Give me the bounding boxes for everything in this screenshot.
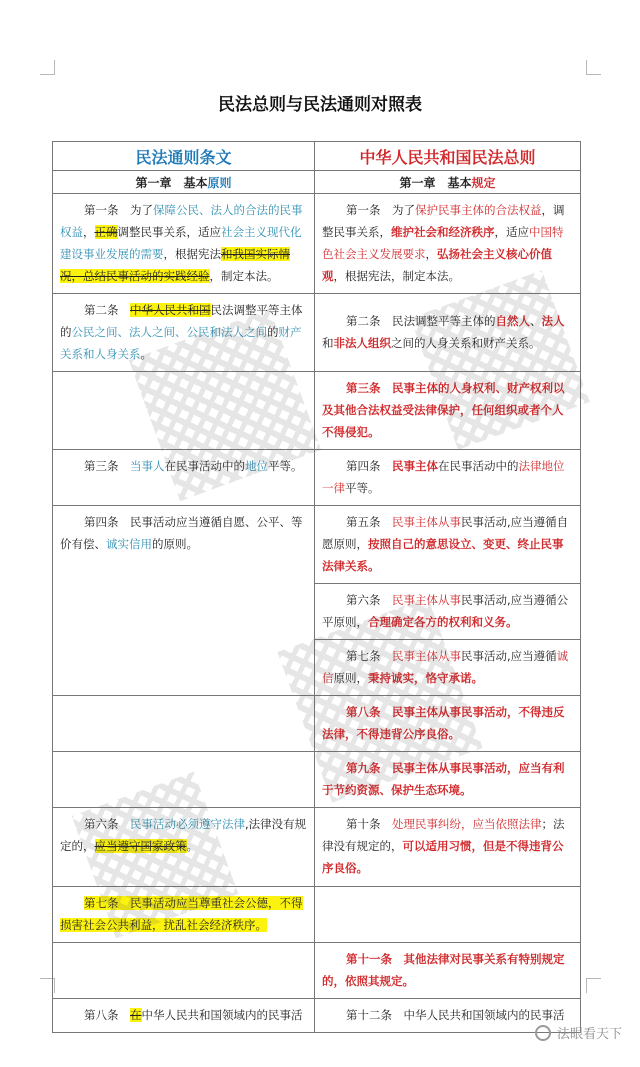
- chapter-right: 第一章 基本规定: [315, 171, 581, 194]
- wechat-logo-icon: [535, 1025, 551, 1041]
- table-cell-left: 第三条 当事人在民事活动中的地位平等。: [53, 450, 315, 506]
- table-cell-right-empty: [315, 887, 581, 943]
- table-cell-right: 第二条 民法调整平等主体的自然人、法人和非法人组织之间的人身关系和财产关系。: [315, 294, 581, 372]
- table-cell-left-empty: [53, 696, 315, 752]
- table-cell-right: 第十条 处理民事纠纷，应当依照法律；法律没有规定的，可以适用习惯，但是不得违背公序良俗。: [315, 808, 581, 887]
- page-corner-mark: [40, 60, 55, 75]
- table-cell-right: 第七条 民事主体从事民事活动,应当遵循诚信原则，秉持诚实，恪守承诺。: [315, 640, 581, 696]
- table-cell-left: 第六条 民事活动必须遵守法律,法律没有规定的，应当遵守国家政策。: [53, 808, 315, 887]
- table-cell-left: 第二条 中华人民共和国民法调整平等主体的公民之间、法人之间、公民和法人之间的财产关系和人身关系。: [53, 294, 315, 372]
- table-cell-right: 第四条 民事主体在民事活动中的法律地位一律平等。: [315, 450, 581, 506]
- page-corner-mark: [586, 978, 601, 993]
- table-cell-left: 第一条 为了保障公民、法人的合法的民事权益，正确调整民事关系，适应社会主义现代化建设事业发展的需要，根据宪法和我国实际情况，总结民事活动的实践经验，制定本法。: [53, 194, 315, 294]
- table-cell-left: 第八条 在中华人民共和国领域内的民事活: [53, 999, 315, 1033]
- table-cell-right: 第九条 民事主体从事民事活动，应当有利于节约资源、保护生态环境。: [315, 752, 581, 808]
- table-cell-right: 第五条 民事主体从事民事活动,应当遵循自愿原则，按照自己的意思设立、变更、终止民事法律关系。: [315, 506, 581, 584]
- table-cell-right: 第十一条 其他法律对民事关系有特别规定的，依照其规定。: [315, 943, 581, 999]
- brand-name: 法眼看天下: [556, 1027, 622, 1042]
- footer-brand: [535, 1023, 622, 1042]
- table-cell-right: 第三条 民事主体的人身权利、财产权利以及其他合法权益受法律保护，任何组织或者个人不得侵犯。: [315, 372, 581, 450]
- table-cell-right: 第一条 为了保护民事主体的合法权益，调整民事关系，维护社会和经济秩序，适应中国特色社会主义发展要求，弘扬社会主义核心价值观，根据宪法，制定本法。: [315, 194, 581, 294]
- header-right: 中华人民共和国民法总则: [315, 142, 581, 171]
- chapter-left: 第一章 基本原则: [53, 171, 315, 194]
- table-cell-right: 第十二条 中华人民共和国领域内的民事活: [315, 999, 581, 1033]
- table-cell-left-empty: [53, 943, 315, 999]
- table-cell-left: 第四条 民事活动应当遵循自愿、公平、等价有偿、诚实信用的原则。: [53, 506, 315, 696]
- table-cell-right: 第八条 民事主体从事民事活动，不得违反法律，不得违背公序良俗。: [315, 696, 581, 752]
- table-cell-right: 第六条 民事主体从事民事活动,应当遵循公平原则，合理确定各方的权利和义务。: [315, 584, 581, 640]
- page-corner-mark: [586, 60, 601, 75]
- header-left: 民法通则条文: [53, 142, 315, 171]
- document-title: 民法总则与民法通则对照表: [218, 95, 422, 115]
- table-cell-left: 第七条 民事活动应当尊重社会公德，不得损害社会公共利益，扰乱社会经济秩序。: [53, 887, 315, 943]
